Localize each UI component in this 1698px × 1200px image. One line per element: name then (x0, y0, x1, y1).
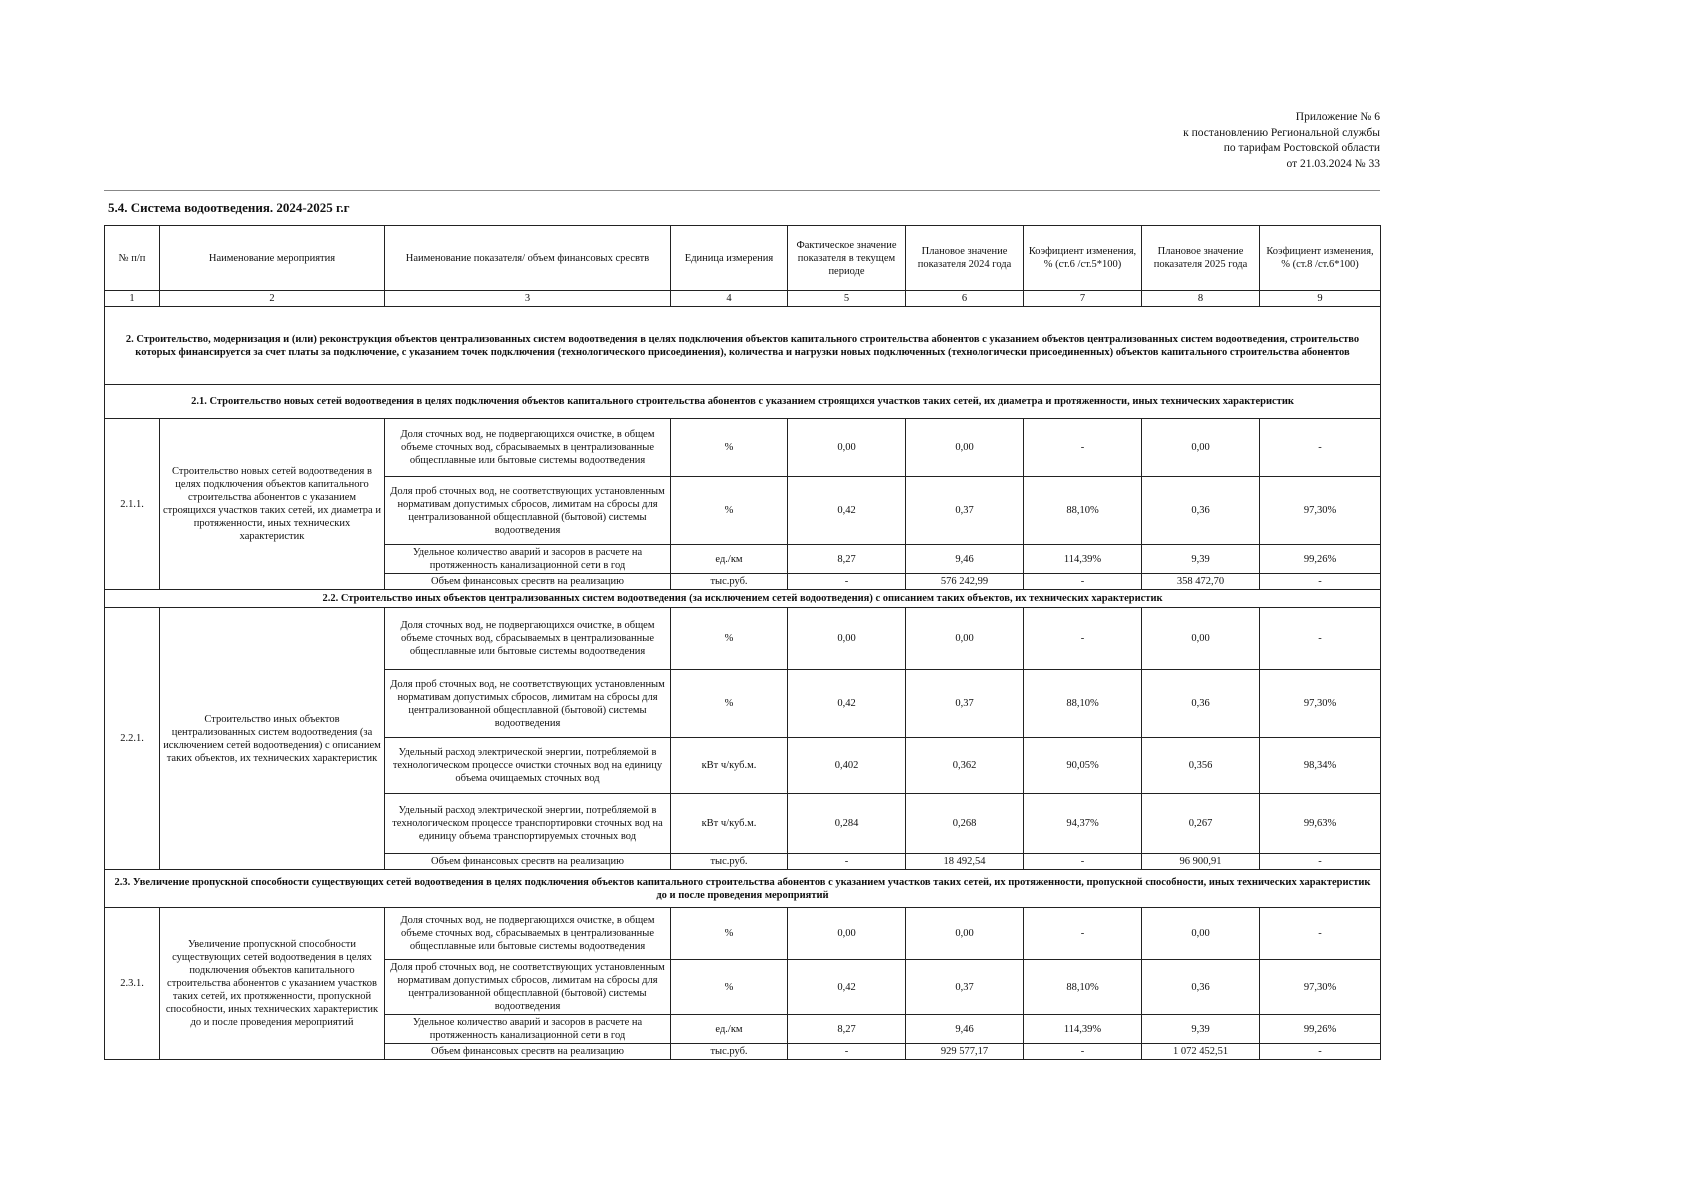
activity-name: Строительство иных объектов централизованных систем водоотведения (за исключением сетей водоотведения) с описанием таких объектов, их технических характеристик (160, 608, 385, 870)
cell-fact: - (788, 854, 906, 870)
cell-k2: 99,63% (1260, 794, 1381, 854)
cell-plan25: 9,39 (1142, 545, 1260, 574)
cell-plan24: 576 242,99 (906, 574, 1024, 590)
col-number: 3 (385, 291, 671, 307)
col-header: Плановое значение показателя 2024 года (906, 226, 1024, 291)
appendix-line-4: от 21.03.2024 № 33 (1286, 157, 1380, 170)
cell-k1: - (1024, 854, 1142, 870)
cell-k1: 90,05% (1024, 738, 1142, 794)
col-number: 9 (1260, 291, 1381, 307)
cell-k2: 97,30% (1260, 960, 1381, 1015)
appendix-line-1: Приложение № 6 (1295, 111, 1380, 123)
col-header: Коэфициент изменения, % (ст.8 /ст.6*100) (1260, 226, 1381, 291)
indicator-name: Удельное количество аварий и засоров в расчете на протяженность канализационной сети в год (385, 1015, 671, 1044)
cell-fact: 0,42 (788, 670, 906, 738)
cell-plan24: 0,37 (906, 960, 1024, 1015)
cell-unit: ед./км (671, 545, 788, 574)
col-header: Наименование мероприятия (160, 226, 385, 291)
cell-plan24: 9,46 (906, 1015, 1024, 1044)
cell-k2: 97,30% (1260, 477, 1381, 545)
cell-plan24: 0,37 (906, 670, 1024, 738)
cell-fact: - (788, 1044, 906, 1060)
cell-plan24: 0,37 (906, 477, 1024, 545)
col-header: Коэфициент изменения, % (ст.6 /ст.5*100) (1024, 226, 1142, 291)
appendix-line-2: к постановлению Региональной службы (1183, 126, 1380, 139)
cell-plan25: 0,267 (1142, 794, 1260, 854)
cell-fact: 0,402 (788, 738, 906, 794)
subsection-row (105, 590, 1381, 608)
cell-plan25: 0,36 (1142, 670, 1260, 738)
cell-k1: 88,10% (1024, 477, 1142, 545)
cell-plan25: 0,00 (1142, 608, 1260, 670)
cell-plan24: 0,00 (906, 419, 1024, 477)
indicator-name: Доля проб сточных вод, не соответствующих установленным нормативам допустимых сбросов, лимитам на сбросы для централизованной общесплавной (бытовой) системы водоотведения (385, 960, 671, 1015)
cell-k1: 114,39% (1024, 545, 1142, 574)
cell-unit: % (671, 477, 788, 545)
indicator-name: Доля сточных вод, не подвергающихся очистке, в общем объеме сточных вод, сбрасываемых в централизованные общесплавные или бытовые системы водоотведения (385, 419, 671, 477)
cell-plan24: 0,00 (906, 908, 1024, 960)
cell-unit: тыс.руб. (671, 854, 788, 870)
section-title: 5.4. Система водоотведения. 2024-2025 г.г (108, 200, 350, 215)
cell-k2: 97,30% (1260, 670, 1381, 738)
cell-plan25: 1 072 452,51 (1142, 1044, 1260, 1060)
cell-k1: 94,37% (1024, 794, 1142, 854)
indicators-table (104, 225, 1381, 1060)
indicator-name: Удельное количество аварий и засоров в расчете на протяженность канализационной сети в год (385, 545, 671, 574)
table-row (105, 608, 1381, 670)
col-header: Наименование показателя/ объем финансовых сресвтв (385, 226, 671, 291)
cell-plan24: 0,268 (906, 794, 1024, 854)
subsection-row (105, 385, 1381, 419)
cell-k2: - (1260, 574, 1381, 590)
cell-k1: - (1024, 908, 1142, 960)
cell-plan25: 0,356 (1142, 738, 1260, 794)
col-header: Плановое значение показателя 2025 года (1142, 226, 1260, 291)
cell-plan25: 96 900,91 (1142, 854, 1260, 870)
cell-fact: 0,42 (788, 477, 906, 545)
appendix-line-3: по тарифам Ростовской области (1223, 142, 1380, 154)
cell-plan25: 0,00 (1142, 419, 1260, 477)
cell-plan25: 358 472,70 (1142, 574, 1260, 590)
col-number: 6 (906, 291, 1024, 307)
subsection-title: 2.2. Строительство иных объектов централизованных систем водоотведения (за исключением сетей водоотведения) с описанием таких объектов, их технических характеристик (105, 590, 1381, 608)
indicator-name: Доля проб сточных вод, не соответствующих установленным нормативам допустимых сбросов, лимитам на сбросы для централизованной общесплавной (бытовой) системы водоотведения (385, 670, 671, 738)
cell-plan24: 0,362 (906, 738, 1024, 794)
header-divider (104, 190, 1380, 191)
cell-k2: 99,26% (1260, 1015, 1381, 1044)
col-number: 7 (1024, 291, 1142, 307)
item-number: 2.3.1. (105, 908, 160, 1060)
cell-plan24: 9,46 (906, 545, 1024, 574)
cell-k2: - (1260, 608, 1381, 670)
cell-unit: тыс.руб. (671, 574, 788, 590)
indicator-name: Объем финансовых сресвтв на реализацию (385, 1044, 671, 1060)
subsection-row (105, 870, 1381, 908)
cell-plan25: 0,36 (1142, 477, 1260, 545)
col-number: 5 (788, 291, 906, 307)
cell-unit: % (671, 608, 788, 670)
cell-k2: - (1260, 854, 1381, 870)
col-number: 2 (160, 291, 385, 307)
col-header: № п/п (105, 226, 160, 291)
item-number: 2.1.1. (105, 419, 160, 590)
cell-unit: кВт ч/куб.м. (671, 738, 788, 794)
indicator-name: Удельный расход электрической энергии, потребляемой в технологическом процессе очистки сточных вод на единицу объема очищаемых сточных вод (385, 738, 671, 794)
table-row (105, 419, 1381, 477)
col-number: 1 (105, 291, 160, 307)
subsection-title: 2.1. Строительство новых сетей водоотведения в целях подключения объектов капитального строительства абонентов с указанием строящихся участков таких сетей, их диаметра и протяженности, иных технических характеристик (105, 385, 1381, 419)
activity-name: Строительство новых сетей водоотведения в целях подключения объектов капитального строительства абонентов с указанием строящихся участков таких сетей, их диаметра и протяженности, иных технических характеристик (160, 419, 385, 590)
appendix-header (1080, 110, 1380, 172)
cell-fact: 0,00 (788, 608, 906, 670)
col-number: 4 (671, 291, 788, 307)
cell-plan25: 0,00 (1142, 908, 1260, 960)
cell-fact: 8,27 (788, 1015, 906, 1044)
cell-k1: - (1024, 608, 1142, 670)
cell-k1: 88,10% (1024, 670, 1142, 738)
indicator-name: Удельный расход электрической энергии, потребляемой в технологическом процессе транспортировки сточных вод на единицу объема транспортируемых сточных вод (385, 794, 671, 854)
cell-unit: кВт ч/куб.м. (671, 794, 788, 854)
cell-unit: % (671, 670, 788, 738)
indicator-name: Доля сточных вод, не подвергающихся очистке, в общем объеме сточных вод, сбрасываемых в централизованные общесплавные или бытовые системы водоотведения (385, 608, 671, 670)
cell-plan24: 18 492,54 (906, 854, 1024, 870)
cell-unit: % (671, 908, 788, 960)
cell-plan25: 0,36 (1142, 960, 1260, 1015)
cell-fact: 8,27 (788, 545, 906, 574)
table-row (105, 908, 1381, 960)
main-section-row (105, 307, 1381, 385)
subsection-title: 2.3. Увеличение пропускной способности существующих сетей водоотведения в целях подключения объектов капитального строительства абонентов с указанием участков таких сетей, их протяженности, пропускной способности, иных технических характеристик до и после проведения мероприятий (105, 870, 1381, 908)
cell-k2: 99,26% (1260, 545, 1381, 574)
main-section-title: 2. Строительство, модернизация и (или) реконструкция объектов централизованных систем водоотведения в целях подключения объектов капитального строительства абонентов с указанием объектов централизованных систем водоотведения, строительство которых финансируется за счет платы за подключение, с указанием точек подключения (технологического присоединения), количества и нагрузки новых подключенных (технологически присоединенных) объектов капитального строительства абонентов (105, 307, 1381, 385)
cell-unit: ед./км (671, 1015, 788, 1044)
indicator-name: Доля проб сточных вод, не соответствующих установленным нормативам допустимых сбросов, лимитам на сбросы для централизованной общесплавной (бытовой) системы водоотведения (385, 477, 671, 545)
cell-plan24: 929 577,17 (906, 1044, 1024, 1060)
cell-plan24: 0,00 (906, 608, 1024, 670)
cell-fact: 0,42 (788, 960, 906, 1015)
cell-fact: 0,00 (788, 908, 906, 960)
cell-k1: 88,10% (1024, 960, 1142, 1015)
cell-k1: - (1024, 1044, 1142, 1060)
cell-k2: 98,34% (1260, 738, 1381, 794)
cell-k2: - (1260, 419, 1381, 477)
cell-k2: - (1260, 908, 1381, 960)
item-number: 2.2.1. (105, 608, 160, 870)
indicator-name: Доля сточных вод, не подвергающихся очистке, в общем объеме сточных вод, сбрасываемых в централизованные общесплавные или бытовые системы водоотведения (385, 908, 671, 960)
cell-k1: - (1024, 419, 1142, 477)
column-number-row (105, 291, 1381, 307)
cell-plan25: 9,39 (1142, 1015, 1260, 1044)
cell-unit: тыс.руб. (671, 1044, 788, 1060)
col-number: 8 (1142, 291, 1260, 307)
indicator-name: Объем финансовых сресвтв на реализацию (385, 854, 671, 870)
cell-fact: 0,00 (788, 419, 906, 477)
col-header: Фактическое значение показателя в текущем периоде (788, 226, 906, 291)
cell-fact: - (788, 574, 906, 590)
cell-k1: 114,39% (1024, 1015, 1142, 1044)
cell-k1: - (1024, 574, 1142, 590)
cell-unit: % (671, 419, 788, 477)
indicator-name: Объем финансовых сресвтв на реализацию (385, 574, 671, 590)
cell-k2: - (1260, 1044, 1381, 1060)
col-header: Единица измерения (671, 226, 788, 291)
cell-unit: % (671, 960, 788, 1015)
activity-name: Увеличение пропускной способности существующих сетей водоотведения в целях подключения объектов капитального строительства абонентов с указанием участков таких сетей, их протяженности, пропускной способности, иных технических характеристик до и после проведения мероприятий (160, 908, 385, 1060)
table-header-row (105, 226, 1381, 291)
cell-fact: 0,284 (788, 794, 906, 854)
